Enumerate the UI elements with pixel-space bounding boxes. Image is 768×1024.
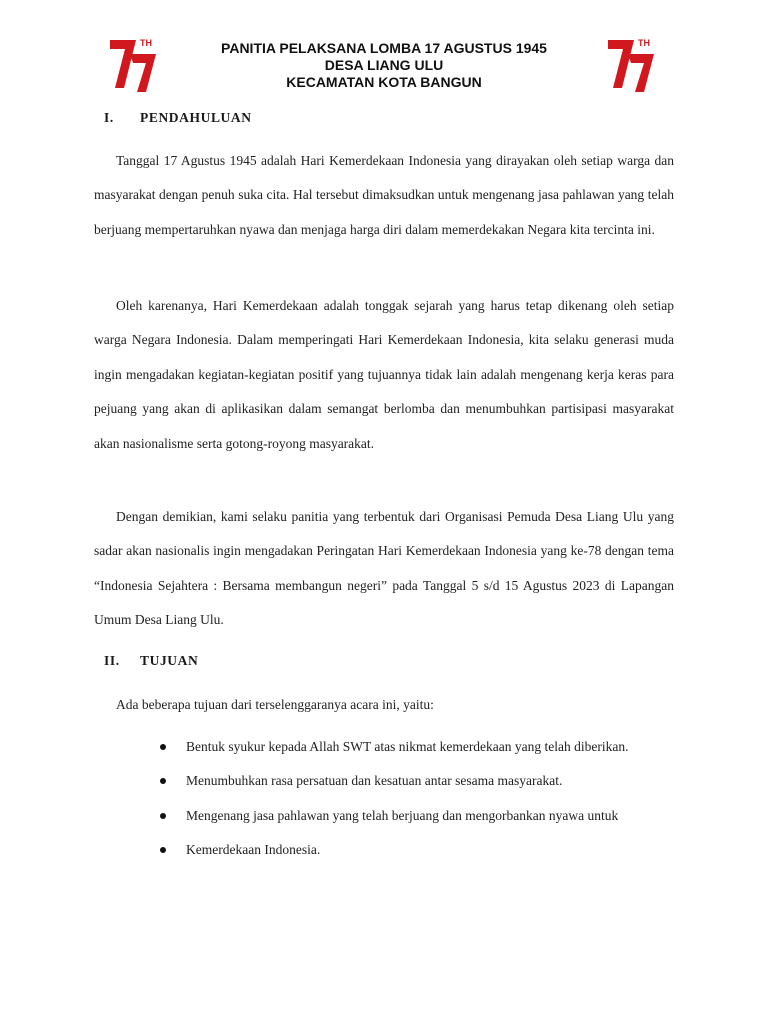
bullet-icon <box>160 778 166 784</box>
bullet-icon <box>160 744 166 750</box>
letterhead-line-2: DESA LIANG ULU <box>324 57 444 73</box>
paragraph: Tanggal 17 Agustus 1945 adalah Hari Kemerdekaan Indonesia yang dirayakan oleh setiap warga dan masyarakat dengan penuh suka cita. Hal tersebut dimaksudkan untuk mengenang jasa pahlawan yang telah berjuang mempertaruhkan nyawa dan menjaga harga diri dalam memerdekakan Negara kita tercinta ini. <box>94 153 674 237</box>
section-heading-pendahuluan <box>104 110 252 126</box>
logo-77th-right <box>604 32 664 94</box>
list-item-text: Kemerdekaan Indonesia. <box>186 842 321 858</box>
list-item <box>160 730 674 764</box>
list-item <box>160 764 674 798</box>
section-number: I. <box>104 110 114 125</box>
tujuan-intro: Ada beberapa tujuan dari terselenggaranya acara ini, yaitu: <box>116 697 434 712</box>
letterhead-line-1: PANITIA PELAKSANA LOMBA 17 AGUSTUS 1945 <box>221 40 547 56</box>
list-item-text: Mengenang jasa pahlawan yang telah berjuang dan mengorbankan nyawa untuk <box>186 807 619 823</box>
paragraph: Oleh karenanya, Hari Kemerdekaan adalah tonggak sejarah yang harus tetap dikenang oleh setiap warga Negara Indonesia. Dalam memperingati Hari Kemerdekaan Indonesia, kita selaku generasi muda ingin mengadakan kegiatan-kegiatan positif yang tujuannya tidak lain adalah mengenang kerja keras para pejuang yang akan di aplikasikan dalam semangat berlomba dan menumbuhkan partisipasi masyarakat akan nasionalisme serta gotong-royong masyarakat. <box>94 298 674 451</box>
letterhead-line-3: KECAMATAN KOTA BANGUN <box>286 74 482 90</box>
section-title: TUJUAN <box>140 653 199 668</box>
list-item <box>160 833 674 867</box>
letterhead <box>0 28 768 98</box>
logo-77th-left <box>106 32 166 94</box>
logo-th-text: TH <box>638 38 650 48</box>
logo-th-text: TH <box>140 38 152 48</box>
bullet-icon <box>160 813 166 819</box>
paragraph: Dengan demikian, kami selaku panitia yang terbentuk dari Organisasi Pemuda Desa Liang Ulu yang sadar akan nasionalis ingin mengadakan Peringatan Hari Kemerdekaan Indonesia yang ke-78 dengan tema “Indonesia Sejahtera : Bersama membangun negeri” pada Tanggal 5 s/d 15 Agustus 2023 di Lapangan Umum Desa Liang Ulu. <box>94 509 674 628</box>
section-number: II. <box>104 653 120 668</box>
list-item <box>160 799 674 833</box>
bullet-icon <box>160 847 166 853</box>
list-item-text: Bentuk syukur kepada Allah SWT atas nikmat kemerdekaan yang telah diberikan. <box>186 739 629 754</box>
letterhead-title <box>190 40 578 91</box>
tujuan-list <box>160 730 674 868</box>
list-item-text: Menumbuhkan rasa persatuan dan kesatuan antar sesama masyarakat. <box>186 773 563 789</box>
section-heading-tujuan <box>104 653 198 669</box>
section-title: PENDAHULUAN <box>140 110 252 125</box>
